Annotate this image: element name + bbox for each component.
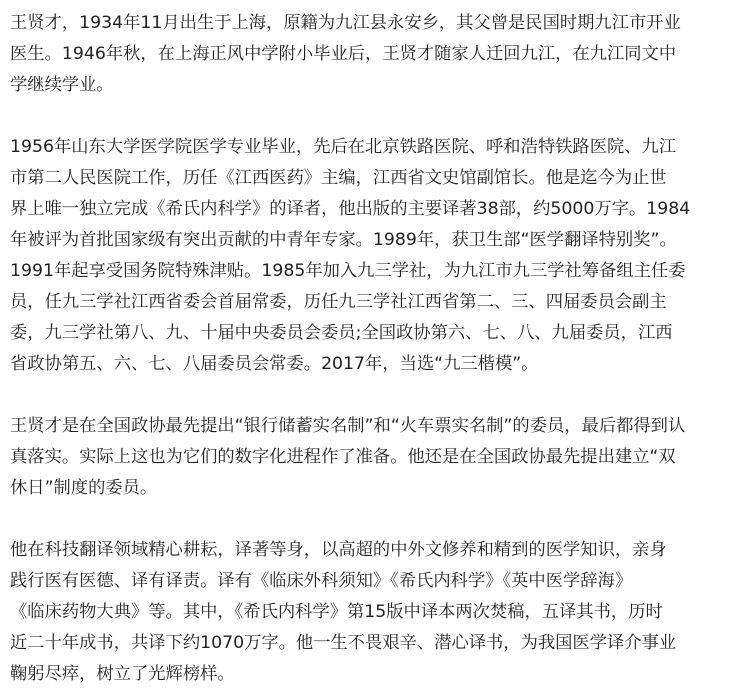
- text-line: 年被评为首批国家级有突出贡献的中青年专家。1989年，获卫生部“医学翻译特别奖”。: [10, 230, 677, 250]
- text-line: 近二十年成书，共译下约1070万字。他一生不畏艰辛、潜心译书，为我国医学译介事业: [10, 633, 677, 653]
- paragraph-proposals: [10, 411, 748, 504]
- article-body: [10, 8, 748, 690]
- text-line: 他在科技翻译领域精心耕耘，译著等身，以高超的中外文修养和精到的医学知识，亲身: [10, 540, 667, 560]
- text-line: 员，任九三学社江西省委会首届常委，历任九三学社江西省第二、三、四届委员会副主: [10, 292, 667, 312]
- text-line: 鞠躬尽瘁，树立了光辉榜样。: [10, 664, 235, 684]
- text-line: 学继续学业。: [10, 75, 114, 95]
- paragraph-career: [10, 132, 748, 380]
- text-line: 践行医有医德、译有译责。译有《临床外科须知》《希氏内科学》《英中医学辞海》: [10, 571, 633, 591]
- text-line: 《临床药物大典》等。其中，《希氏内科学》第15版中译本两次焚稿，五译其书，历时: [10, 602, 663, 622]
- text-line: 休日”制度的委员。: [10, 478, 158, 498]
- text-line: 市第二人民医院工作，历任《江西医药》主编，江西省文史馆副馆长。他是迄今为止世: [10, 168, 667, 188]
- text-line: 委，九三学社第八、九、十届中央委员会委员;全国政协第六、七、八、九届委员，江西: [10, 323, 673, 343]
- text-line: 王贤才，1934年11月出生于上海，原籍为九江县永安乡，其父曾是民国时期九江市开业: [10, 13, 681, 33]
- paragraph-translation-work: [10, 535, 748, 690]
- text-line: 真落实。实际上这也为它们的数字化进程作了准备。他还是在全国政协最先提出建立“双: [10, 447, 676, 467]
- text-line: 医生。1946年秋，在上海正风中学附小毕业后，王贤才随家人迁回九江，在九江同文中: [10, 44, 677, 64]
- text-line: 1991年起享受国务院特殊津贴。1985年加入九三学社，为九江市九三学社筹备组主任委: [10, 261, 686, 281]
- text-line: 1956年山东大学医学院医学专业毕业，先后在北京铁路医院、呼和浩特铁路医院、九江: [10, 137, 677, 157]
- text-line: 省政协第五、六、七、八届委员会常委。2017年，当选“九三楷模”。: [10, 354, 539, 374]
- paragraph-biography-intro: [10, 8, 748, 101]
- text-line: 界上唯一独立完成《希氏内科学》的译者，他出版的主要译著38部，约5000万字。1984: [10, 199, 691, 219]
- text-line: 王贤才是在全国政协最先提出“银行储蓄实名制”和“火车票实名制”的委员，最后都得到认: [10, 416, 686, 436]
